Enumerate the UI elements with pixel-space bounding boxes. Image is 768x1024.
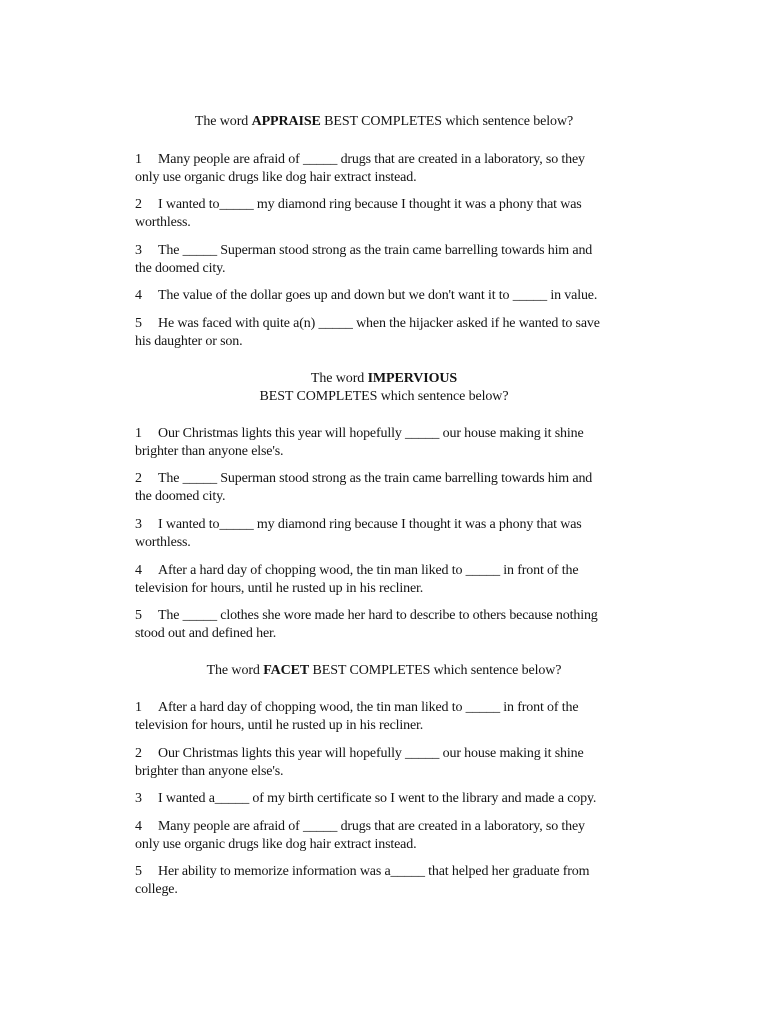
question-number: 1 bbox=[135, 152, 142, 167]
question-number: 3 bbox=[135, 243, 142, 258]
section-heading-appraise bbox=[0, 113, 768, 131]
question-item bbox=[135, 699, 640, 735]
question-text-continued: television for hours, until he rusted up in his recliner. bbox=[135, 718, 424, 733]
question-text: Her ability to memorize information was a_____ that helped her graduate from bbox=[158, 864, 590, 879]
question-item bbox=[135, 287, 640, 305]
question-text-continued: his daughter or son. bbox=[135, 334, 243, 349]
heading-suffix: BEST COMPLETES which sentence below? bbox=[259, 389, 509, 404]
question-number: 5 bbox=[135, 864, 142, 879]
question-text: Many people are afraid of _____ drugs that are created in a laboratory, so they bbox=[158, 152, 585, 167]
question-text: He was faced with quite a(n) _____ when the hijacker asked if he wanted to save bbox=[158, 316, 600, 331]
heading-prefix: The word bbox=[310, 371, 368, 386]
question-text-continued: worthless. bbox=[135, 535, 191, 550]
heading-suffix: BEST COMPLETES which sentence below? bbox=[309, 663, 562, 678]
question-text: I wanted to_____ my diamond ring because I thought it was a phony that was bbox=[158, 197, 582, 212]
question-text-continued: the doomed city. bbox=[135, 489, 226, 504]
question-number: 3 bbox=[135, 517, 142, 532]
question-text-continued: television for hours, until he rusted up in his recliner. bbox=[135, 581, 424, 596]
question-text-continued: only use organic drugs like dog hair extract instead. bbox=[135, 837, 417, 852]
question-item bbox=[135, 315, 640, 351]
question-item bbox=[135, 151, 640, 187]
question-text: Our Christmas lights this year will hopefully _____ our house making it shine bbox=[158, 426, 584, 441]
question-text-continued: only use organic drugs like dog hair extract instead. bbox=[135, 170, 417, 185]
question-text: I wanted a_____ of my birth certificate so I went to the library and made a copy. bbox=[158, 791, 597, 806]
question-text: The value of the dollar goes up and down but we don't want it to _____ in value. bbox=[158, 288, 598, 303]
question-text: Our Christmas lights this year will hopefully _____ our house making it shine bbox=[158, 746, 584, 761]
question-text-continued: brighter than anyone else's. bbox=[135, 444, 284, 459]
heading-prefix: The word bbox=[206, 663, 264, 678]
question-text: The _____ Superman stood strong as the train came barrelling towards him and bbox=[158, 243, 593, 258]
question-text: After a hard day of chopping wood, the tin man liked to _____ in front of the bbox=[158, 700, 579, 715]
question-item bbox=[135, 745, 640, 781]
question-item bbox=[135, 562, 640, 598]
question-item bbox=[135, 863, 640, 899]
question-number: 2 bbox=[135, 197, 142, 212]
question-number: 1 bbox=[135, 700, 142, 715]
question-text-continued: college. bbox=[135, 882, 178, 897]
question-text: The _____ clothes she wore made her hard to describe to others because nothing bbox=[158, 608, 598, 623]
question-number: 2 bbox=[135, 471, 142, 486]
question-item bbox=[135, 790, 640, 808]
question-text-continued: stood out and defined her. bbox=[135, 626, 277, 641]
question-item bbox=[135, 516, 640, 552]
question-text-continued: worthless. bbox=[135, 215, 191, 230]
heading-prefix: The word bbox=[194, 114, 252, 129]
question-text: The _____ Superman stood strong as the train came barrelling towards him and bbox=[158, 471, 593, 486]
section-heading-impervious-continued bbox=[0, 388, 768, 406]
heading-suffix: BEST COMPLETES which sentence below? bbox=[320, 114, 574, 129]
question-number: 4 bbox=[135, 819, 142, 834]
question-item bbox=[135, 818, 640, 854]
question-number: 5 bbox=[135, 608, 142, 623]
question-number: 2 bbox=[135, 746, 142, 761]
heading-word: FACET bbox=[263, 663, 310, 678]
question-item bbox=[135, 425, 640, 461]
question-item bbox=[135, 242, 640, 278]
question-text-continued: brighter than anyone else's. bbox=[135, 764, 284, 779]
question-text: I wanted to_____ my diamond ring because I thought it was a phony that was bbox=[158, 517, 582, 532]
heading-word: APPRAISE bbox=[251, 114, 321, 129]
heading-word: IMPERVIOUS bbox=[367, 371, 458, 386]
question-text-continued: the doomed city. bbox=[135, 261, 226, 276]
question-text: Many people are afraid of _____ drugs that are created in a laboratory, so they bbox=[158, 819, 585, 834]
question-item bbox=[135, 470, 640, 506]
section-heading-facet bbox=[0, 662, 768, 680]
question-number: 4 bbox=[135, 288, 142, 303]
question-text: After a hard day of chopping wood, the tin man liked to _____ in front of the bbox=[158, 563, 579, 578]
question-number: 1 bbox=[135, 426, 142, 441]
question-item bbox=[135, 607, 640, 643]
question-number: 5 bbox=[135, 316, 142, 331]
section-heading-impervious bbox=[0, 370, 768, 388]
question-number: 4 bbox=[135, 563, 142, 578]
question-item bbox=[135, 196, 640, 232]
question-number: 3 bbox=[135, 791, 142, 806]
